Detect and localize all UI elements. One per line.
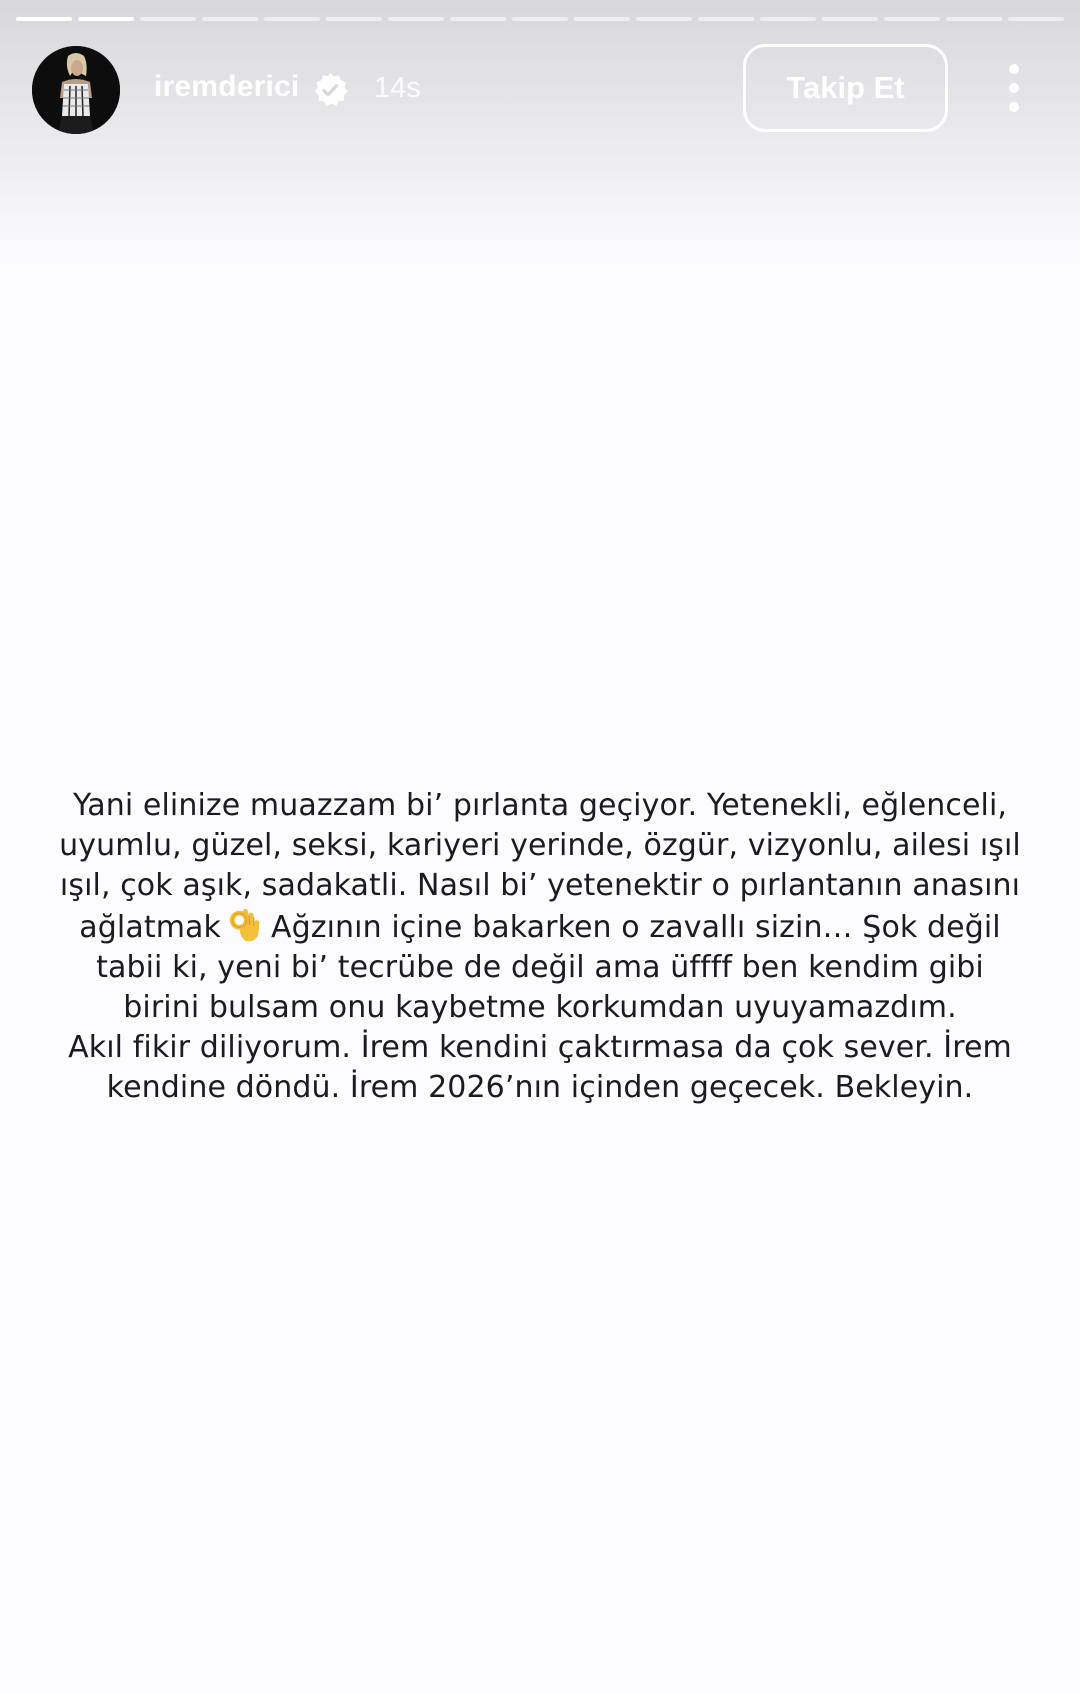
progress-segment [512,17,568,21]
progress-segment [78,17,134,21]
progress-segment [388,17,444,21]
verified-badge-icon [311,71,349,109]
progress-segment [822,17,878,21]
story-text [40,786,1040,1108]
story-text-line-with-emoji [40,906,1040,948]
progress-segment [698,17,754,21]
progress-segment [326,17,382,21]
progress-segment [450,17,506,21]
story-progress-bar [16,17,1064,21]
progress-segment [884,17,940,21]
username[interactable]: iremderici [154,70,300,103]
story-text-line: ışıl, çok aşık, sadakatli. Nasıl bi’ yetenektir o pırlantanın anasını [59,868,1021,903]
story-text-line: birini bulsam onu kaybetme korkumdan uyuyamazdım. [123,990,957,1025]
more-dot [1009,83,1019,93]
avatar-photo [32,46,120,134]
progress-segment [574,17,630,21]
more-dot [1009,102,1019,112]
progress-segment [1008,17,1064,21]
more-dot [1009,64,1019,74]
progress-segment [946,17,1002,21]
progress-segment [16,17,72,21]
progress-segment [760,17,816,21]
follow-button[interactable]: Takip Et [743,44,948,132]
progress-segment [264,17,320,21]
story-text-segment: ağlatmak [79,910,221,945]
more-vertical-icon[interactable] [996,60,1032,116]
progress-segment [140,17,196,21]
story-text-line: uyumlu, güzel, seksi, kariyeri yerinde, özgür, vizyonlu, ailesi ışıl [59,828,1021,863]
progress-segment [636,17,692,21]
story-timestamp: 14s [374,72,421,104]
ok-hand-icon [227,906,265,944]
story-text-segment: Ağzının içine bakarken o zavallı sizin… Şok değil [270,910,1001,945]
story-text-line: kendine döndü. İrem 2026’nın içinden geçecek. Bekleyin. [106,1070,974,1105]
progress-segment [202,17,258,21]
story-text-line: tabii ki, yeni bi’ tecrübe de değil ama üffff ben kendim gibi [96,950,984,985]
avatar[interactable] [32,46,120,134]
story-text-line: Akıl fikir diliyorum. İrem kendini çaktırmasa da çok sever. İrem [68,1030,1012,1065]
story-text-line: Yani elinize muazzam bi’ pırlanta geçiyor. Yetenekli, eğlenceli, [72,788,1008,823]
story-header [0,44,1080,136]
